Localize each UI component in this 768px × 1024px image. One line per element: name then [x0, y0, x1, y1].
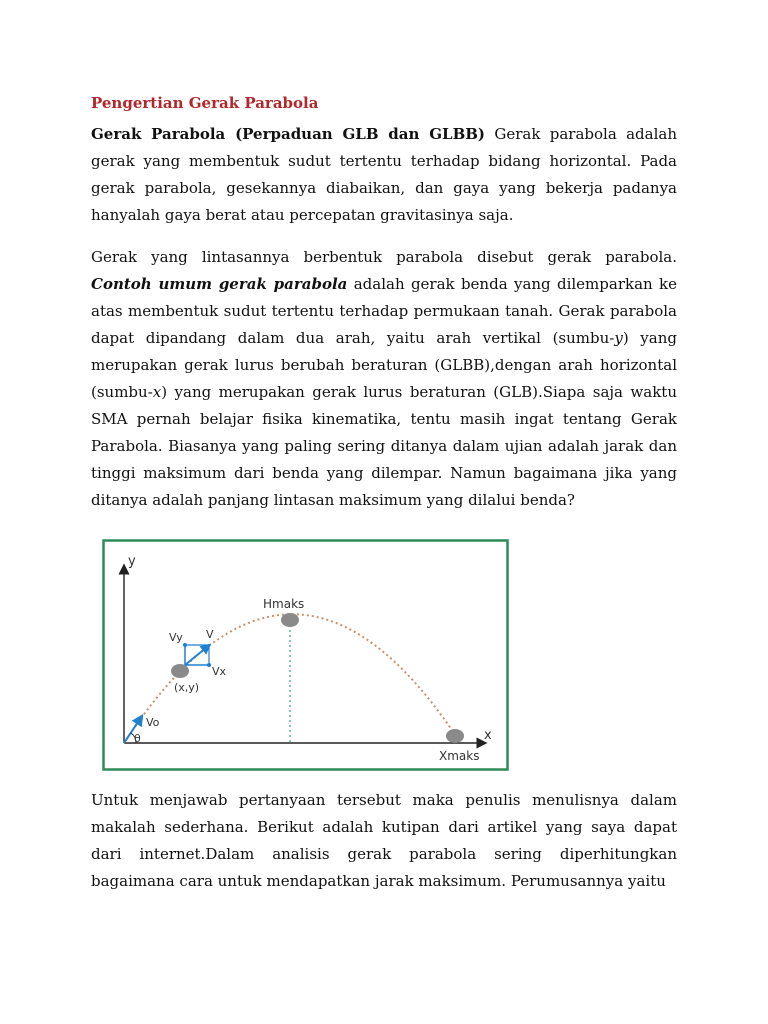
point-label: (x,y): [174, 681, 200, 694]
hmaks-label: Hmaks: [263, 597, 305, 611]
vy-label: Vy: [169, 631, 183, 644]
paragraph-1-bold-lead: Gerak Parabola (Perpaduan GLB dan GLBB): [91, 125, 486, 143]
y-axis-label: y: [128, 554, 136, 569]
vx-label: Vx: [212, 665, 227, 678]
document-page: [91, 93, 677, 895]
axis-y-italic: y: [614, 329, 623, 347]
projectile-diagram: [102, 539, 509, 771]
theta-label: θ: [134, 732, 141, 745]
paragraph-1: [91, 121, 677, 229]
v0-label: Vo: [146, 716, 160, 729]
paragraph-3: [91, 787, 677, 895]
paragraph-2-text-3: ) yang merupakan gerak lurus berubah beraturan (GLBB),dengan arah horizontal (sumbu-: [91, 329, 677, 401]
paragraph-2-emphasis: Contoh umum gerak parabola: [91, 275, 348, 293]
paragraph-2-text-1: Gerak yang lintasannya berbentuk parabola disebut gerak parabola.: [91, 248, 677, 266]
ball-at-xmaks: [446, 729, 464, 743]
x-axis-label: x: [484, 728, 492, 743]
paragraph-2: [91, 244, 677, 514]
vx-dot: [207, 663, 211, 667]
v-label: V: [206, 628, 214, 641]
ball-at-hmaks: [281, 613, 299, 627]
paragraph-3-text: Untuk menjawab pertanyaan tersebut maka penulis menulisnya dalam makalah sederhana. Berikut adalah kutipan dari artikel yang saya dapat dari internet.Dalam analisis gerak parabola sering diperhitungkan bagaimana cara untuk mendapatkan jarak maksimum. Perumusannya yaitu: [91, 791, 677, 890]
section-heading: Pengertian Gerak Parabola: [91, 94, 319, 112]
paragraph-2-text-4: ) yang merupakan gerak lurus beraturan (GLB).Siapa saja waktu SMA pernah belajar fisika kinematika, tentu masih ingat tentang Gerak Parabola. Biasanya yang paling sering ditanya dalam ujian adalah jarak dan tinggi maksimum dari benda yang dilempar. Namun bagaimana jika yang ditanya adalah panjang lintasan maksimum yang dilalui benda?: [91, 383, 677, 509]
vy-dot: [183, 643, 187, 647]
ball-at-xy: [171, 664, 189, 678]
axis-x-italic: x: [152, 383, 162, 401]
xmaks-label: Xmaks: [439, 749, 480, 763]
paragraph-1-text: Gerak parabola adalah gerak yang membentuk sudut tertentu terhadap bidang horizontal. Pada gerak parabola, gesekannya diabaikan, dan gaya yang bekerja padanya hanyalah gaya berat atau percepatan gravitasinya saja.: [91, 125, 677, 224]
paragraph-2-text-2: adalah gerak benda yang dilemparkan ke atas membentuk sudut tertentu terhadap permukaan tanah. Gerak parabola dapat dipandang dalam dua arah, yaitu arah vertikal (sumbu-: [91, 275, 677, 347]
